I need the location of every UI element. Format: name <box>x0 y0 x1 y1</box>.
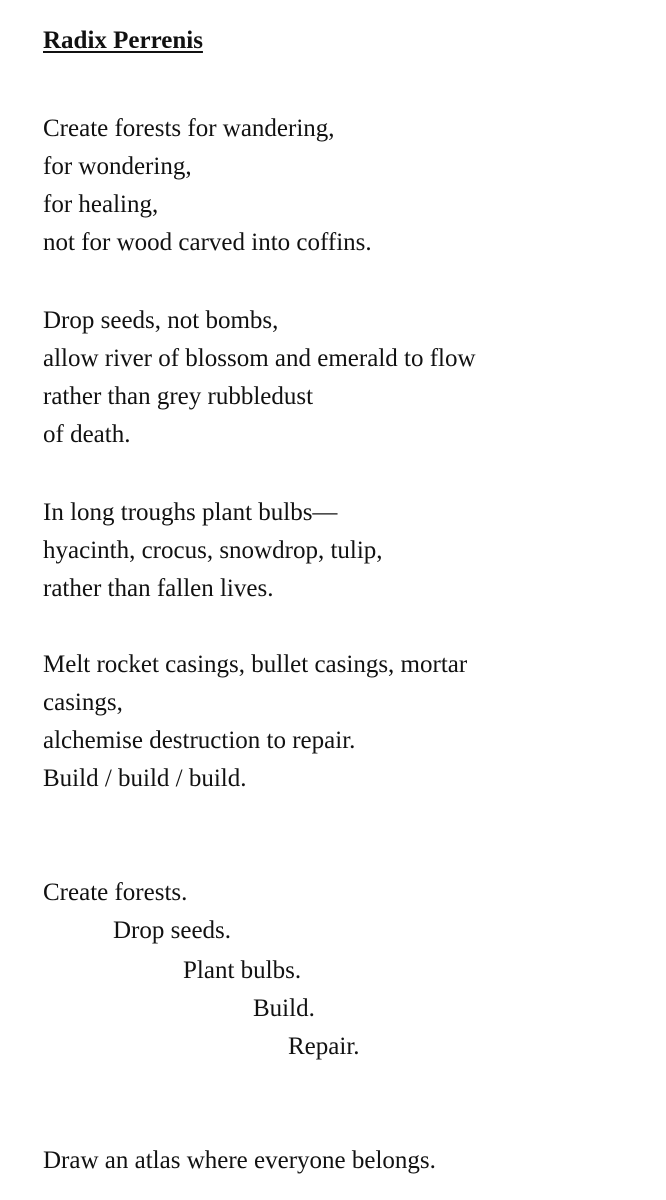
poem-line: for wondering, <box>43 153 192 180</box>
cascade-line: Plant bulbs. <box>183 957 302 984</box>
poem-line: not for wood carved into coffins. <box>43 229 372 256</box>
poem-line: allow river of blossom and emerald to flow <box>43 345 476 372</box>
poem-line: Build / build / build. <box>43 765 247 792</box>
poem-line: rather than fallen lives. <box>43 575 274 602</box>
poem-line: of death. <box>43 421 131 448</box>
closing-line: Draw an atlas where everyone belongs. <box>43 1147 436 1174</box>
cascade-line: Create forests. <box>43 879 188 906</box>
poem-title: Radix Perrenis <box>43 27 203 54</box>
poem-line: alchemise destruction to repair. <box>43 727 356 754</box>
poem-line: for healing, <box>43 191 159 218</box>
poem-line: hyacinth, crocus, snowdrop, tulip, <box>43 537 383 564</box>
poem-line: rather than grey rubbledust <box>43 383 314 410</box>
cascade-line: Build. <box>253 995 315 1022</box>
cascade-line: Repair. <box>288 1033 360 1060</box>
poem-line: Drop seeds, not bombs, <box>43 307 279 334</box>
poem-line: casings, <box>43 689 123 716</box>
poem-line: In long troughs plant bulbs— <box>43 499 338 526</box>
poem-line: Melt rocket casings, bullet casings, mortar <box>43 651 468 678</box>
poem-line: Create forests for wandering, <box>43 115 335 142</box>
cascade-line: Drop seeds. <box>113 917 232 944</box>
